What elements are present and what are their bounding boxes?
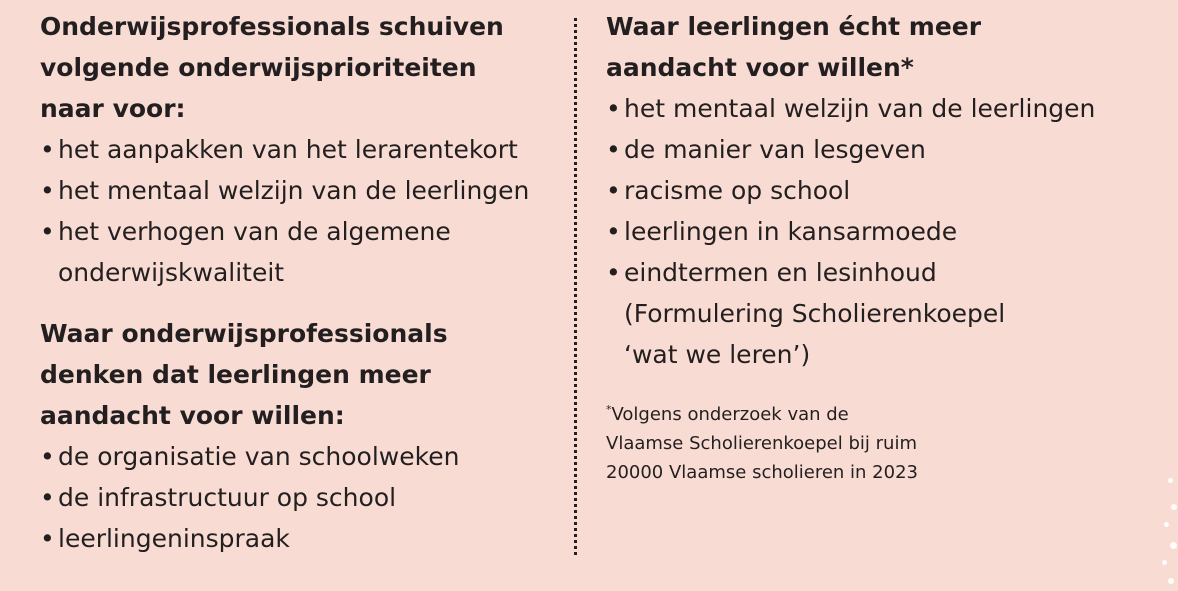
section-heading-student-priorities: Waar leerlingen écht meer aandacht voor willen* <box>606 12 982 82</box>
spacer <box>40 293 560 313</box>
section-heading-teacher-priorities: Onderwijsprofessionals schuiven volgende onderwijsprioriteiten naar voor: <box>40 12 504 123</box>
bullet-icon: • <box>40 483 55 512</box>
decorative-dot-icon <box>1170 542 1177 549</box>
section-heading-teacher-perception: Waar onderwijsprofessionals denken dat leerlingen meer aandacht voor willen: <box>40 319 448 430</box>
bullet-icon: • <box>40 217 55 246</box>
list-item-text: het aanpakken van het lerarentekort <box>58 135 518 164</box>
bullet-icon: • <box>40 524 55 553</box>
bullet-icon: • <box>40 176 55 205</box>
decorative-dot-icon <box>1168 478 1173 483</box>
footnote-text: Volgens onderzoek van de Vlaamse Scholierenkoepel bij ruim 20000 Vlaamse scholieren in 2023 <box>606 404 918 483</box>
teacher-perception-list <box>40 436 560 559</box>
footnote-marker: * <box>606 403 612 416</box>
list-item <box>40 477 560 518</box>
list-item-text: leerlingen in kansarmoede <box>624 217 958 246</box>
list-item-text: het mentaal welzijn van de leerlingen <box>624 94 1096 123</box>
list-item-text: het verhogen van de algemene onderwijskwaliteit <box>58 217 451 287</box>
bullet-icon: • <box>40 135 55 164</box>
teacher-priorities-list <box>40 129 560 293</box>
list-item-text: leerlingeninspraak <box>58 524 290 553</box>
list-item <box>40 211 560 293</box>
list-item <box>40 129 560 170</box>
decorative-dot-icon <box>1164 522 1169 527</box>
list-item <box>40 436 560 477</box>
decorative-dot-icon <box>1171 504 1177 510</box>
list-item <box>606 211 1146 252</box>
student-priorities-list <box>606 88 1146 375</box>
list-item-text: de manier van lesgeven <box>624 135 926 164</box>
list-item-text: de organisatie van schoolweken <box>58 442 460 471</box>
list-item <box>606 252 1146 375</box>
list-item <box>606 129 1146 170</box>
list-item-text: de infrastructuur op school <box>58 483 397 512</box>
bullet-icon: • <box>606 176 621 205</box>
list-item <box>606 88 1146 129</box>
list-item <box>40 170 560 211</box>
bullet-icon: • <box>606 135 621 164</box>
list-item <box>606 170 1146 211</box>
bullet-icon: • <box>606 258 621 287</box>
bullet-icon: • <box>40 442 55 471</box>
list-item <box>40 518 560 559</box>
decorative-dot-icon <box>1168 578 1174 584</box>
list-item-text: het mentaal welzijn van de leerlingen <box>58 176 530 205</box>
footnote <box>606 395 1146 487</box>
decorative-dot-icon <box>1162 560 1167 565</box>
left-column <box>40 6 560 559</box>
list-item-text: racisme op school <box>624 176 851 205</box>
list-item-text: eindtermen en lesinhoud (Formulering Scholierenkoepel ‘wat we leren’) <box>624 258 1006 369</box>
right-column <box>606 6 1146 487</box>
dotted-divider <box>574 18 577 555</box>
bullet-icon: • <box>606 94 621 123</box>
bullet-icon: • <box>606 217 621 246</box>
